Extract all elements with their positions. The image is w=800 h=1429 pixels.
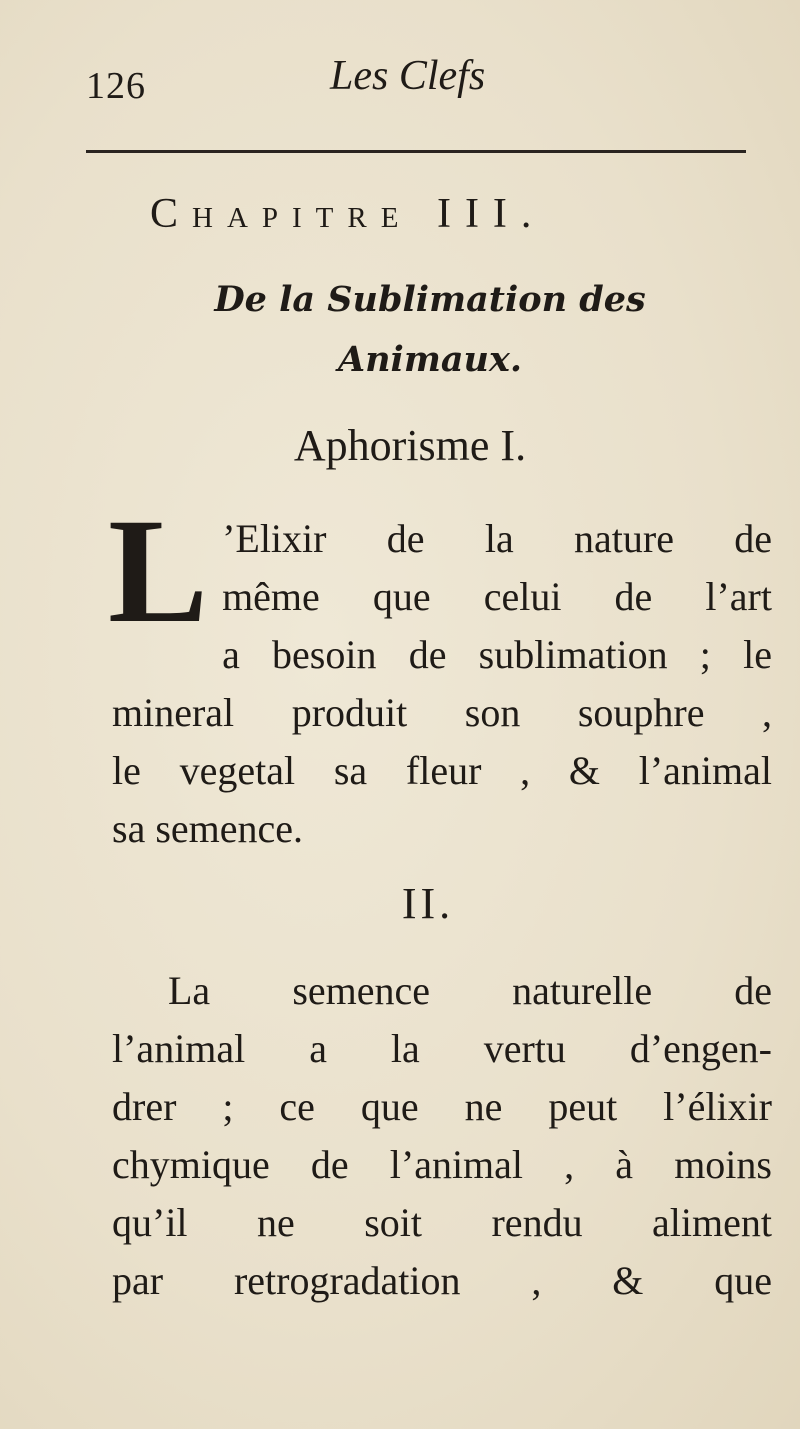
header-rule	[86, 150, 746, 153]
text-line: a besoin de sublimation ; le	[222, 632, 772, 677]
text-line: mineral produit son souphre ,	[112, 690, 772, 735]
text-line: sa semence.	[112, 806, 304, 851]
aphorism-heading: Aphorisme I.	[293, 421, 527, 470]
text-line: par retrogradation , & que	[112, 1258, 772, 1303]
subtitle-line: De la Sublimation des	[214, 279, 646, 320]
subtitle-line: Animaux.	[337, 339, 523, 380]
chapter-subtitle	[120, 270, 740, 390]
text-line: La semence naturelle de	[168, 968, 772, 1013]
aphorism-heading: II.	[401, 879, 455, 928]
text-line: ’Elixir de la nature de	[222, 516, 772, 561]
text-line: l’animal a la vertu d’engen-	[112, 1026, 772, 1071]
text-line: qu’il ne soit rendu aliment	[112, 1200, 772, 1245]
text-line: drer ; ce que ne peut l’élixir	[112, 1084, 772, 1129]
text-line: le vegetal sa fleur , & l’animal	[112, 748, 772, 793]
chapter-title: Chapitre III.	[150, 191, 546, 237]
running-title: Les Clefs	[330, 53, 486, 99]
page-number: 126	[86, 65, 146, 107]
text-line: chymique de l’animal , à moins	[112, 1142, 772, 1187]
aphorism-paragraph	[108, 488, 772, 858]
aphorism-paragraph	[112, 962, 772, 1310]
running-head	[0, 44, 800, 114]
drop-cap: L	[108, 488, 209, 654]
text-line: même que celui de l’art	[222, 574, 772, 619]
